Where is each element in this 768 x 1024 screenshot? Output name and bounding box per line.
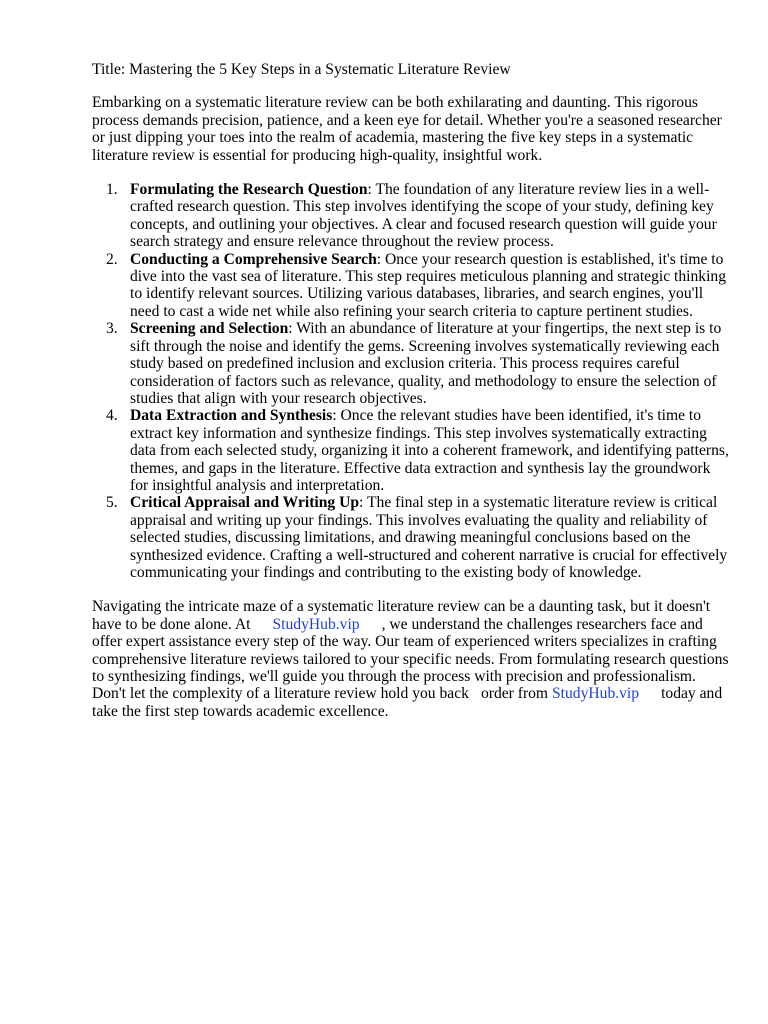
step-title: Formulating the Research Question	[130, 181, 368, 199]
list-item	[106, 250, 732, 321]
document-page	[92, 61, 732, 720]
step-title: Data Extraction and Synthesis	[130, 407, 333, 425]
step-body: : Once your research question is established, it's time to dive into the vast sea of literature. This step requires meticulous planning and strategic thinking to identify relevant sources. Utilizing various databases, libraries, and search engines, you'll need to cast a wide net while also refining your search criteria to capture pertinent studies.	[130, 250, 727, 320]
step-body: : With an abundance of literature at your fingertips, the next step is to sift through the noise and identify the gems. Screening involves systematically reviewing each study based on predefined inclusion and exclusion criteria. This process requires careful consideration of factors such as relevance, quality, and methodology to ensure the selection of studies that align with your research objectives.	[130, 320, 722, 407]
step-number: 3.	[106, 320, 118, 338]
step-number: 2.	[106, 250, 118, 268]
closing-text-1: Navigating the intricate maze of a systematic literature review can be a daunting task, but it doesn't have to be done alone. At	[92, 598, 711, 633]
closing-text-4: today and take the first step towards academic excellence.	[92, 685, 723, 720]
step-number: 5.	[106, 494, 118, 512]
document-title: Title: Mastering the 5 Key Steps in a Systematic Literature Review	[92, 61, 511, 78]
step-title: Screening and Selection	[130, 320, 289, 338]
list-item	[106, 320, 732, 407]
list-item	[106, 407, 732, 494]
studyhub-link[interactable]: StudyHub.vip	[272, 615, 360, 633]
step-title: Conducting a Comprehensive Search	[130, 250, 377, 268]
intro-paragraph: Embarking on a systematic literature review can be both exhilarating and daunting. This rigorous process demands precision, patience, and a keen eye for detail. Whether you're a seasoned researcher or just dipping your toes into the realm of academia, mastering the five key steps in a systematic literature review is essential for producing high-quality, insightful work.	[92, 94, 722, 164]
closing-paragraph	[92, 598, 732, 720]
studyhub-link-2[interactable]: StudyHub.vip	[551, 685, 640, 703]
step-number: 4.	[106, 407, 118, 425]
closing-text-3: order from	[480, 685, 549, 703]
closing-text-2: , we understand the challenges researchers face and offer expert assistance every step of the way. Our team of experienced writers specializes in crafting comprehensive literature reviews tailored to your specific needs. From formulating research questions to synthesizing findings, we'll guide you through the process with precision and professionalism. Don't let the complexity of a literature review hold you back	[92, 615, 729, 703]
step-body: : Once the relevant studies have been identified, it's time to extract key information and synthesize findings. This step involves systematically extracting data from each selected study, organizing it into a coherent framework, and identifying patterns, themes, and gaps in the literature. Effective data extraction and synthesis lay the groundwork for insightful analysis and interpretation.	[130, 407, 729, 494]
step-body: : The final step in a systematic literature review is critical appraisal and writing up your findings. This involves evaluating the quality and reliability of selected studies, discussing limitations, and drawing meaningful conclusions based on the synthesized evidence. Crafting a well-structured and coherent narrative is crucial for effectively communicating your findings and contributing to the existing body of knowledge.	[130, 494, 728, 581]
step-title: Critical Appraisal and Writing Up	[130, 494, 360, 512]
list-item	[106, 181, 732, 251]
step-body: : The foundation of any literature review lies in a well-crafted research question. This step involves identifying the scope of your study, defining key concepts, and outlining your objectives. A clear and focused research question will guide your search strategy and ensure relevance throughout the review process.	[130, 181, 717, 251]
step-number: 1.	[106, 181, 118, 199]
list-item	[106, 494, 732, 581]
steps-list	[92, 181, 732, 581]
